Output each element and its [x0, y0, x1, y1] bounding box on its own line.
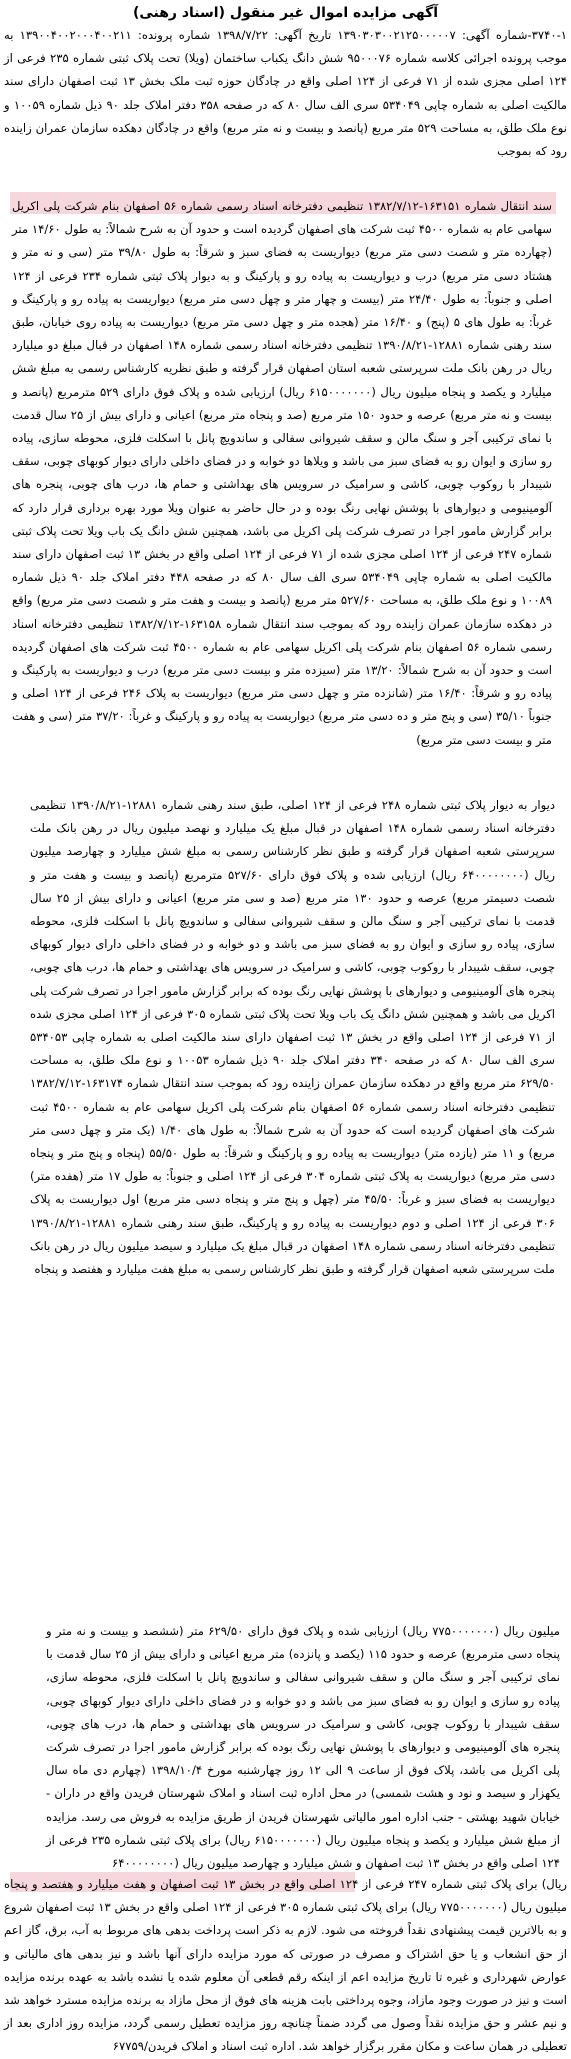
clipping-4	[46, 1620, 560, 1870]
clipping-5	[4, 1873, 568, 2054]
notice-paragraph: سند انتقال شماره ۱۶۳۱۵۱-۱۳۸۲/۷/۱۲ تنظیمی دفترخانه اسناد رسمی شماره ۵۶ اصفهان بنام شرکت پلی اکریل سهامی عام به شماره ۴۵۰۰ ثبت شرکت های اصفهان گردیده است و حدود آن به شرح شمالاً: به طول ۱۴/۶۰ متر (چهارده متر و شصت دسی متر مربع) دیواریست به فضای سبز و شرقاً: به طول ۳۹/۸۰ متر (سی و نه متر و هشتاد دسی متر مربع) درب و دیواریست به پیاده رو و پارکینگ و به دیوار پلاک ثبتی شماره ۲۳۴ فرعی از ۱۲۴ اصلی و جنوباً: به طول ۲۴/۴۰ متر (بیست و چهار متر و چهل دسی متر مربع) دیواریست به پیاده رو و پارکینگ و غرباً: به طول های ۵ (پنج) و ۱۶/۴۰ متر (هجده متر و چهل دسی متر مربع) دیواریست به پیاده روی خیابان، طبق سند رهنی شماره ۱۲۸۸۱-۱۳۹۰/۸/۲۱ تنظیمی دفترخانه اسناد رسمی شماره ۱۴۸ اصفهان در قبال مبلغ دو میلیارد ریال در رهن بانک ملت سرپرستی شعبه استان اصفهان قرار گرفته و طبق نظریه کارشناس رسمی به مبلغ شش میلیارد و یکصد و پنجاه میلیون ریال (۶۱۵۰۰۰۰۰۰۰ ریال) ارزیابی شده و پلاک فوق دارای ۵۲۹ مترمربع (پانصد و بیست و نه متر مربع) عرصه و حدود ۱۵۰ متر مربع (صد و پنجاه متر مربع) اعیانی و دارای بیش از ۲۵ سال قدمت با نمای ترکیبی آجر و سنگ مالن و سقف شیروانی سفالی و ساندویچ پانل با اسکلت فلزی، محوطه سازی، پیاده رو سازی و ایوان رو به فضای سبز می باشد و ویلاها دو خوابه و در فضای داخلی دارای دیوار کوبهای چوبی، سقف شیبدار با روکوب چوبی، کاشی و سرامیک در سرویس های بهداشتی و حمام ها، درب های چوبی، پنجره های آلومینیومی و دیوارهای با پوشش نهایی رنگ بوده و در حال حاضر به عنوان ویلا مورد بهره برداری قرار دارد که برابر گزارش مامور اجرا در تصرف شرکت پلی اکریل می باشد، همچنین شش دانگ یک باب ویلا تحت پلاک ثبتی شماره ۲۴۷ فرعی از ۱۲۴ اصلی مجزی شده از ۷۱ فرعی از ۱۲۴ اصلی واقع در بخش ۱۳ ثبت اصفهان دارای سند مالکیت اصلی به شماره چاپی ۵۳۴۰۴۹ سری الف سال ۸۰ که در صفحه ۴۴۸ دفتر املاک جلد ۹۰ ذیل شماره ۱۰۰۸۹ و نوع ملک طلق، به مساحت ۵۲۷/۶۰ متر مربع (پانصد و بیست و هفت متر و شصت دسی متر مربع) واقع در دهکده سازمان عمران زاینده رود که بموجب سند انتقال شماره ۱۶۳۱۵۸-۱۳۸۲/۷/۱۲ تنظیمی دفترخانه اسناد رسمی شماره ۵۶ اصفهان بنام شرکت پلی اکریل سهامی عام به شماره ۴۵۰۰ ثبت شرکت های اصفهان گردیده است و حدود آن به شرح شمالاً: ۱۳/۲۰ متر (سیزده متر و بیست دسی متر مربع) درب و دیواریست به پارکینگ و پیاده رو و شرقاً: ۱۶/۴۰ متر (شانزده متر و چهل دسی متر مربع) دیواریست به پلاک ۲۴۶ فرعی از ۱۲۴ اصلی و جنوباً ۳۵/۱۰ (سی و پنج متر و ده دسی متر مربع) دیواریست به پیاده رو و پارکینگ و غرباً: ۳۷/۲۰ متر (سی و هفت متر و بیست دسی متر مربع)	[12, 199, 553, 747]
notice-title: آگهی مزایده اموال غیر منقول (اسناد رهنی)	[132, 5, 439, 21]
clipping-1	[4, 24, 567, 186]
notice-paragraph: میلیون ریال (۷۷۵۰۰۰۰۰۰۰ ریال) ارزیابی شده و پلاک فوق دارای ۶۲۹/۵۰ متر (ششصد و بیست و نه متر و پنجاه دسی مترمربع) عرصه و حدود ۱۱۵ (یکصد و پانزده) متر مربع اعیانی و دارای بیش از ۲۵ سال قدمت با نمای ترکیبی آجر و سنگ مالن و سقف شیروانی سفالی و ساندویچ پانل با اسکلت فلزی، محوطه سازی، پیاده رو سازی و ایوان رو به فضای سبز می باشد و دو خوابه و در فضای داخلی دارای دیوار کوبهای چوبی، سقف شیبدار با روکوب چوبی، کاشی و سرامیک در سرویس های بهداشتی و حمام ها، درب های چوبی، پنجره های آلومینیومی و دیوارهای با پوشش نهایی رنگ بوده که برابر گزارش مامور اجرا در تصرف شرکت پلی اکریل می باشد، پلاک فوق از ساعت ۹ الی ۱۲ روز چهارشنبه مورخ ۱۳۹۸/۱۰/۴ (چهارم دی ماه سال یکهزار و سیصد و نود و هشت شمسی) در محل اداره ثبت اسناد و املاک شهرستان فریدن واقع در داران - خیابان شهید بهشتی - جنب اداره امور مالیاتی شهرستان فریدن از طریق مزایده به فروش می رسد. مزایده از مبلغ شش میلیارد و یکصد و پنجاه میلیون ریال (۶۱۵۰۰۰۰۰۰۰ ریال) برای پلاک ثبتی شماره ۲۳۵ فرعی از ۱۲۴ اصلی واقع در بخش ۱۳ ثبت اصفهان و شش میلیارد و چهارصد میلیون ریال (۶۴۰۰۰۰۰۰۰۰	[46, 1624, 560, 1871]
clipping-3	[30, 794, 555, 1634]
notice-paragraph: ریال) برای پلاک ثبتی شماره ۲۴۷ فرعی از ۱۲۴ اصلی واقع در بخش ۱۳ ثبت اصفهان و هفت میلیارد و هفتصد و پنجاه میلیون ریال (۷۷۵۰۰۰۰۰۰۰ ریال) برای پلاک ثبتی شماره ۳۰۵ فرعی از ۱۲۴ اصلی واقع در بخش ۱۳ ثبت اصفهان شروع و به بالاترین قیمت پیشنهادی نقداً فروخته می شود. لازم به ذکر است پرداخت بدهی های مربوط به آب، برق، گاز اعم از حق انشعاب و یا حق اشتراک و مصرف در صورتی که مورد مزایده دارای آنها باشد و نیز بدهی های مالیاتی و عوارض شهرداری و غیره تا تاریخ مزایده اعم از اینکه رقم قطعی آن معلوم شده یا نشده باشد به عهده برنده مزایده است و نیز در صورت وجود مازاد، وجوه پرداختی بابت هزینه های فوق از محل مازاد به برنده مزایده مسترد خواهد شد و نیم عشر و حق مزایده نقداً وصول می گردد ضمناً چنانچه روز مزایده تعطیل رسمی گردد، مزایده روز اداری بعد از تعطیلی در همان ساعت و مکان مقرر برگزار خواهد شد. اداره ثبت اسناد و املاک فریدن/۶۷۷۵۹	[4, 1877, 568, 2054]
notice-paragraph: دیوار به دیوار پلاک ثبتی شماره ۲۴۸ فرعی از ۱۲۴ اصلی، طبق سند رهنی شماره ۱۲۸۸۱-۱۳۹۰/۸/۲۱ تنظیمی دفترخانه اسناد رسمی شماره ۱۴۸ اصفهان در قبال مبلغ یک میلیارد و نهصد میلیون ریال در رهن بانک ملت سرپرستی شعبه اصفهان قرار گرفته و طبق نظر کارشناس رسمی به مبلغ شش میلیارد و چهارصد میلیون ریال (۶۴۰۰۰۰۰۰۰۰ ریال) ارزیابی شده و پلاک فوق دارای ۵۲۷/۶۰ مترمربع (پانصد و بیست و هفت متر و شصت دسیمتر مربع) عرصه و حدود ۱۳۰ متر مربع (صد و سی متر مربع) اعیانی و دارای بیش از ۲۵ سال قدمت با نمای ترکیبی آجر و سنگ مالن و سقف شیروانی سفالی و ساندویچ پانل با اسکلت فلزی، محوطه سازی، پیاده رو سازی و ایوان رو به فضای سبز می باشد و دو خوابه و در فضای داخلی دارای دیوار کوبهای چوبی، سقف شیبدار با روکوب چوبی، کاشی و سرامیک در سرویس های بهداشتی و حمام ها، درب های چوبی، پنجره های آلومینیومی و دیوارهای با پوشش نهایی رنگ بوده که برابر گزارش مامور اجرا در تصرف شرکت پلی اکریل می باشد و همچنین شش دانگ یک باب ویلا تحت پلاک ثبتی شماره ۳۰۵ فرعی از ۱۲۴ اصلی مجزی شده از ۷۱ فرعی از ۱۲۴ اصلی واقع در بخش ۱۳ ثبت اصفهان دارای سند مالکیت اصلی به شماره چاپی ۵۳۴۰۵۳ سری الف سال ۸۰ که در صفحه ۳۴۰ دفتر املاک جلد ۹۰ ذیل شماره ۱۰۰۵۳ و نوع ملک طلق، به مساحت ۶۲۹/۵۰ متر مربع واقع در دهکده سازمان عمران زاینده رود که بموجب سند انتقال شماره ۱۶۳۱۷۴-۱۳۸۲/۷/۱۲ تنظیمی دفترخانه اسناد رسمی شماره ۵۶ اصفهان بنام شرکت پلی اکریل سهامی عام به شماره ۴۵۰۰ ثبت شرکت های اصفهان گردیده است که حدود آن به شرح شمالاً: به طول های ۱/۴۰ (یک متر و چهل دسی متر مربع) و ۱۱ متر (یازده متر) دیواریست به پیاده رو و پارکینگ و شرقاً: به طول ۵۵/۵۰ (پنجاه و پنج متر و پنجاه دسی متر مربع) دیواریست به پلاک ثبتی شماره ۳۰۴ فرعی از ۱۲۴ اصلی و جنوباً: به طول ۱۷ متر (هفده متر) دیواریست به فضای سبز و غرباً: ۴۵/۵۰ متر (چهل و پنج متر و پنجاه دسی متر مربع) اول دیواریست به پلاک ۳۰۶ فرعی از ۱۲۴ اصلی و دوم دیواریست به پیاده رو و پارکینگ، طبق سند رهنی شماره ۱۲۸۸۱-۱۳۹۰/۸/۲۱ تنظیمی دفترخانه اسناد رسمی شماره ۱۴۸ اصفهان در قبال مبلغ یک میلیارد و سیصد میلیون ریال در رهن بانک ملت سرپرستی شعبه اصفهان قرار گرفته و طبق نظر کارشناس رسمی به مبلغ هفت میلیارد و هفتصد و پنجاه	[30, 798, 556, 1277]
notice-paragraph: ۳۷۴۰-۱-شماره آگهی: ۱۳۹۰۳۰۳۰۰۲۱۲۵۰۰۰۰۰۷ تاریخ آگهی: ۱۳۹۸/۷/۲۲ شماره پرونده: ۱۳۹۰۰۴۰۰۲۰۰۰۴۰۰۲۱۱ به موجب پرونده اجرائی کلاسه شماره ۹۵۰۰۰۷۶ شش دانگ یکباب ساختمان (ویلا) تحت پلاک ثبتی شماره ۲۳۵ فرعی از ۱۲۴ اصلی مجزی شده از ۷۱ فرعی از ۱۲۴ اصلی واقع در چادگان حوزه ثبت ملک بخش ۱۳ ثبت اصفهان دارای سند مالکیت اصلی به شماره چاپی ۵۳۴۰۴۹ سری الف سال ۸۰ که در صفحه ۳۵۸ دفتر املاک جلد ۹۰ ذیل شماره ۱۰۰۵۹ و نوع ملک طلق، به مساحت ۵۲۹ متر مربع (پانصد و بیست و نه متر مربع) واقع در چادگان دهکده سازمان عمران زاینده رود که بموجب	[4, 28, 567, 159]
clipping-2	[12, 195, 552, 790]
